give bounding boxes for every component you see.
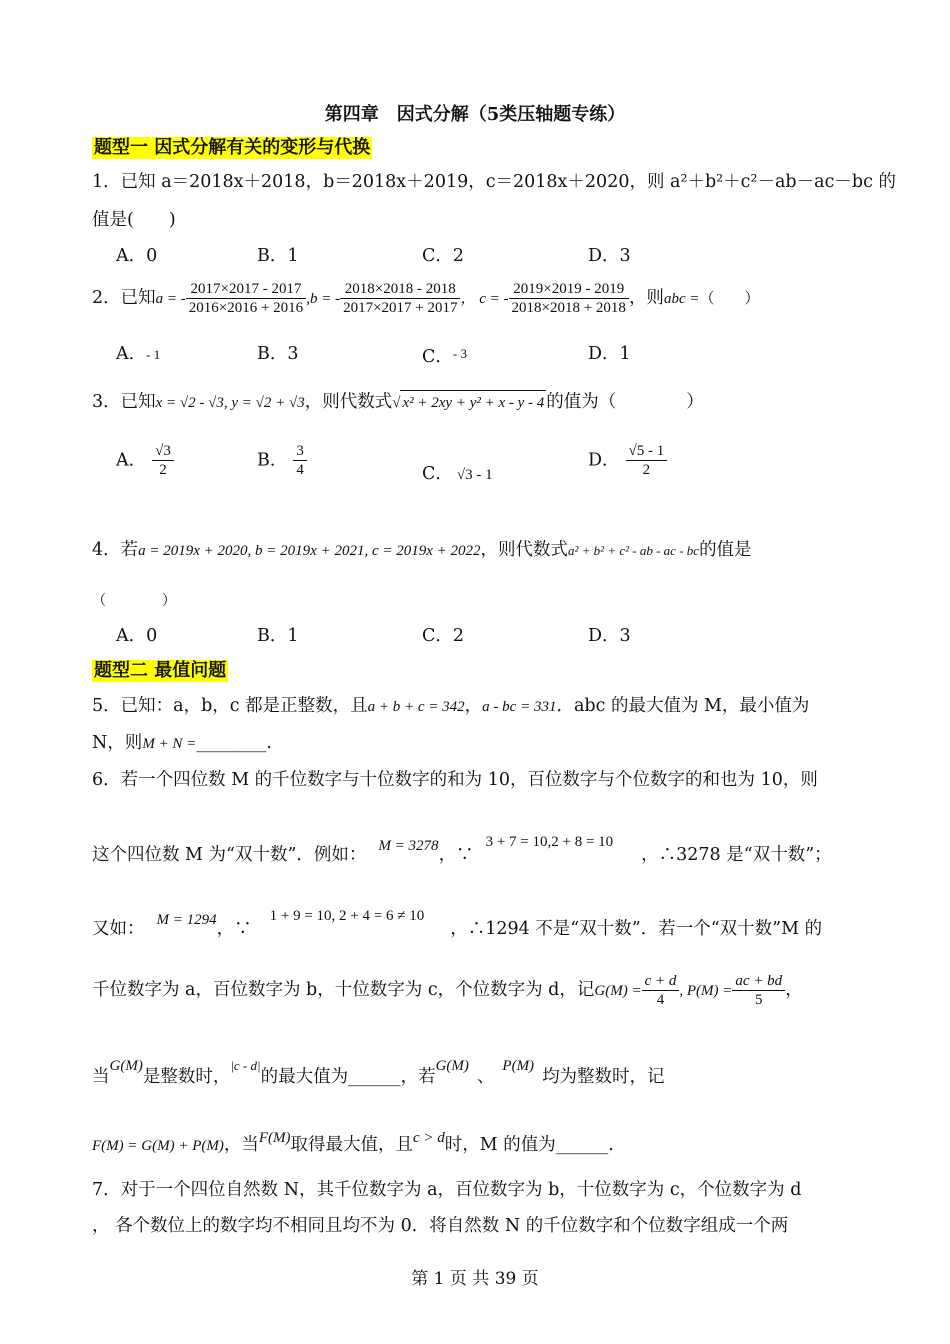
question-4 [92, 538, 752, 563]
q4-mid: ，则代数式 [480, 540, 569, 560]
q2-a-num: 2017×2017 - 2017 [186, 280, 306, 299]
q3-option-b-label: B． [257, 450, 288, 471]
q6-l3-eq1: M = 1294 [156, 912, 217, 928]
q6-l3-eq2: 1 + 9 = 10, 2 + 4 = 6 ≠ 10 [269, 908, 425, 924]
q3-option-b-fraction [293, 442, 307, 479]
q5-eq1: a + b + c = 342 [367, 699, 465, 715]
question-2 [92, 280, 759, 317]
q4-expr: a = 2019x + 2020, b = 2019x + 2021, c = 2019x + 2022 [138, 543, 481, 559]
q3-a-num: √3 [152, 442, 174, 461]
q6-l2-because: ，∵ [438, 845, 474, 865]
q2-c-den: 2018×2018 + 2018 [511, 300, 626, 316]
q6-l5-p: P(M) [502, 1058, 535, 1074]
q6-l4-p-fraction [732, 972, 785, 1009]
q6-l2-eq1: M = 3278 [378, 838, 439, 854]
q2-suffix: ，则 [628, 288, 664, 308]
q6-l5-text-a: 当 [92, 1067, 110, 1087]
q6-l6-text-b: 取得最大值，且 [290, 1135, 414, 1155]
q6-l6-f: F(M) [258, 1130, 291, 1146]
q6-l6-text-c: 时，M 的值为______. [444, 1135, 614, 1155]
q5-text-b: ．abc 的最大值为 M，最小值为 [556, 696, 810, 716]
q6-l2-text-a: 这个四位数 M 为“双十数”．例如： [92, 845, 367, 865]
q2-c-num: 2019×2019 - 2019 [509, 280, 629, 299]
q3-radical: √ x² + 2xy + y² + x - y - 4 [392, 395, 546, 411]
q3-d-den: 2 [642, 462, 651, 478]
question-6-line-1: 6．若一个四位数 M 的千位数字与十位数字的和为 10，百位数字与个位数字的和也为 10，则 [92, 770, 818, 790]
q2-b-fraction [340, 280, 460, 317]
q3-c-value: √3 - 1 [456, 467, 493, 483]
question-7-line-2: ， 各个数位上的数字均不相同且均不为 0．将自然数 N 的千位数字和个位数字组成一个两 [92, 1216, 789, 1236]
q5-eq2: a - bc = 331 [482, 699, 557, 715]
q6-l4-g-den: 4 [656, 992, 665, 1008]
q3-radicand: x² + 2xy + y² + x - y - 4 [400, 390, 546, 415]
q6-l4-g-lhs: G(M) = [594, 983, 642, 999]
q6-l4-text-a: 千位数字为 a，百位数字为 b，十位数字为 c，个位数字为 d，记 [92, 980, 595, 1000]
q4-option-c: C．2 [422, 626, 465, 646]
q3-option-c-label: C． [422, 464, 453, 484]
q3-prefix: 3．已知 [92, 392, 156, 412]
q3-option-a [116, 442, 174, 479]
q6-l5-abs: |c - d| [230, 1058, 261, 1073]
q6-l5-text-c: 的最大值为______，若 [260, 1067, 436, 1087]
q6-l4-g-fraction [642, 972, 680, 1009]
q6-l4-g-num: c + d [642, 972, 680, 991]
q2-option-c-label: C． [422, 347, 453, 367]
q5-eq3: M + N = [142, 736, 197, 752]
q2-abc: abc = [663, 291, 700, 307]
q3-d-num: √5 - 1 [626, 442, 668, 461]
q3-b-num: 3 [293, 442, 307, 461]
q3-a-den: 2 [159, 462, 167, 478]
q6-l4-comma: ， [785, 980, 803, 1000]
question-5-line-1 [92, 694, 809, 719]
q4-suffix: 的值是 [699, 540, 752, 560]
q3-expr: x = √2 - √3, y = √2 + √3 [155, 395, 305, 411]
question-6-line-5 [92, 1054, 665, 1089]
q6-l4-p-num: ac + bd [732, 972, 785, 991]
q2-option-c-value: - 3 [452, 346, 467, 361]
q3-option-d-fraction [626, 442, 668, 479]
q2-a-lhs: a = - [155, 291, 186, 307]
q6-l4-p-den: 5 [755, 992, 763, 1008]
q6-l3-text-a: 又如： [92, 919, 145, 939]
q6-l5-g2: G(M) [435, 1058, 469, 1074]
question-3 [92, 390, 704, 415]
q2-prefix: 2．已知 [92, 288, 156, 308]
question-6-line-6 [92, 1126, 614, 1158]
page-title: 第四章 因式分解（5类压轴题专练） [324, 104, 626, 125]
question-7-line-1: 7．对于一个四位自然数 N，其千位数字为 a，百位数字为 b，十位数字为 c，个位数字为 d [92, 1180, 802, 1200]
q6-l5-sep: 、 [476, 1067, 495, 1087]
q4-expr2: a² + b² + c² - ab - ac - bc [568, 543, 700, 558]
question-6-line-2 [92, 830, 832, 867]
q6-l6-cond: c > d [413, 1130, 445, 1146]
q6-l3-because: ，∵ [216, 919, 252, 939]
section-heading-2: 题型二 最值问题 [94, 660, 227, 681]
q5-sep: ， [464, 696, 483, 716]
q1-option-c: C．2 [422, 246, 465, 266]
q3-option-d-label: D． [588, 450, 620, 471]
q2-b-den: 2017×2017 + 2017 [343, 300, 458, 316]
q3-option-c [422, 462, 493, 487]
q2-option-d: D．1 [588, 344, 631, 364]
page-footer: 第 1 页 共 39 页 [411, 1269, 539, 1289]
question-6-line-4 [92, 972, 803, 1009]
q2-c-fraction [509, 280, 629, 317]
q2-b-num: 2018×2018 - 2018 [340, 280, 460, 299]
q2-option-b: B．3 [257, 344, 299, 364]
q6-l3-text-c: ，∴1294 不是“双十数”．若一个“双十数”M 的 [450, 919, 823, 939]
q2-a-den: 2016×2016 + 2016 [188, 300, 304, 316]
q2-b-lhs: ,b = - [306, 291, 341, 307]
question-1-line-1: 1．已知 a＝2018x＋2018，b＝2018x＋2019，c＝2018x＋2020，则 a²＋b²＋c²－ab－ac－bc 的 [92, 172, 896, 192]
q3-mid: ，则代数式 [304, 392, 393, 412]
q1-option-a: A．0 [116, 246, 158, 266]
question-6-line-3 [92, 904, 822, 941]
q5-text-c: N，则 [92, 733, 143, 753]
q6-l2-eq2: 3 + 7 = 10,2 + 8 = 10 [485, 834, 614, 850]
q2-option-a-label: A． [116, 344, 147, 364]
question-5-line-2 [92, 731, 272, 756]
q1-option-b: B．1 [257, 246, 299, 266]
q4-option-b: B．1 [257, 626, 299, 646]
q6-l5-text-f: 均为整数时，记 [542, 1067, 665, 1087]
q4-paren: （ ） [92, 594, 176, 609]
q6-l4-p-lhs: , P(M) = [679, 983, 733, 999]
q6-l6-f-def: F(M) = G(M) + P(M) [92, 1138, 224, 1154]
q5-text-a: 5．已知：a，b，c 都是正整数，且 [92, 696, 368, 716]
q3-option-a-fraction [152, 442, 174, 479]
q3-option-d [588, 442, 667, 479]
q2-option-c [422, 342, 467, 369]
q4-prefix: 4．若 [92, 540, 139, 560]
q2-option-a-value: - 1 [146, 347, 161, 362]
q4-option-d: D．3 [588, 626, 631, 646]
q2-paren: （ ） [699, 291, 760, 307]
q2-option-a [116, 342, 160, 367]
q1-option-d: D．3 [588, 246, 631, 266]
question-1-line-2: 值是( ) [92, 210, 176, 230]
q2-a-fraction [186, 280, 306, 317]
q3-b-den: 4 [296, 462, 304, 478]
q2-c-lhs: ， c = - [460, 291, 509, 307]
q5-answer-blank: ________. [196, 733, 272, 753]
q3-suffix: 的值为（ ） [546, 392, 704, 412]
q3-option-a-label: A． [116, 450, 147, 471]
q3-option-b [257, 442, 307, 479]
q6-l5-text-b: 是整数时， [142, 1067, 231, 1087]
q4-option-a: A．0 [116, 626, 158, 646]
section-heading-1: 题型一 因式分解有关的变形与代换 [94, 137, 371, 158]
q6-l2-text-c: ，∴3278 是“双十数”； [641, 845, 832, 865]
q6-l6-text-a: ，当 [223, 1135, 259, 1155]
q6-l5-g: G(M) [109, 1058, 143, 1074]
